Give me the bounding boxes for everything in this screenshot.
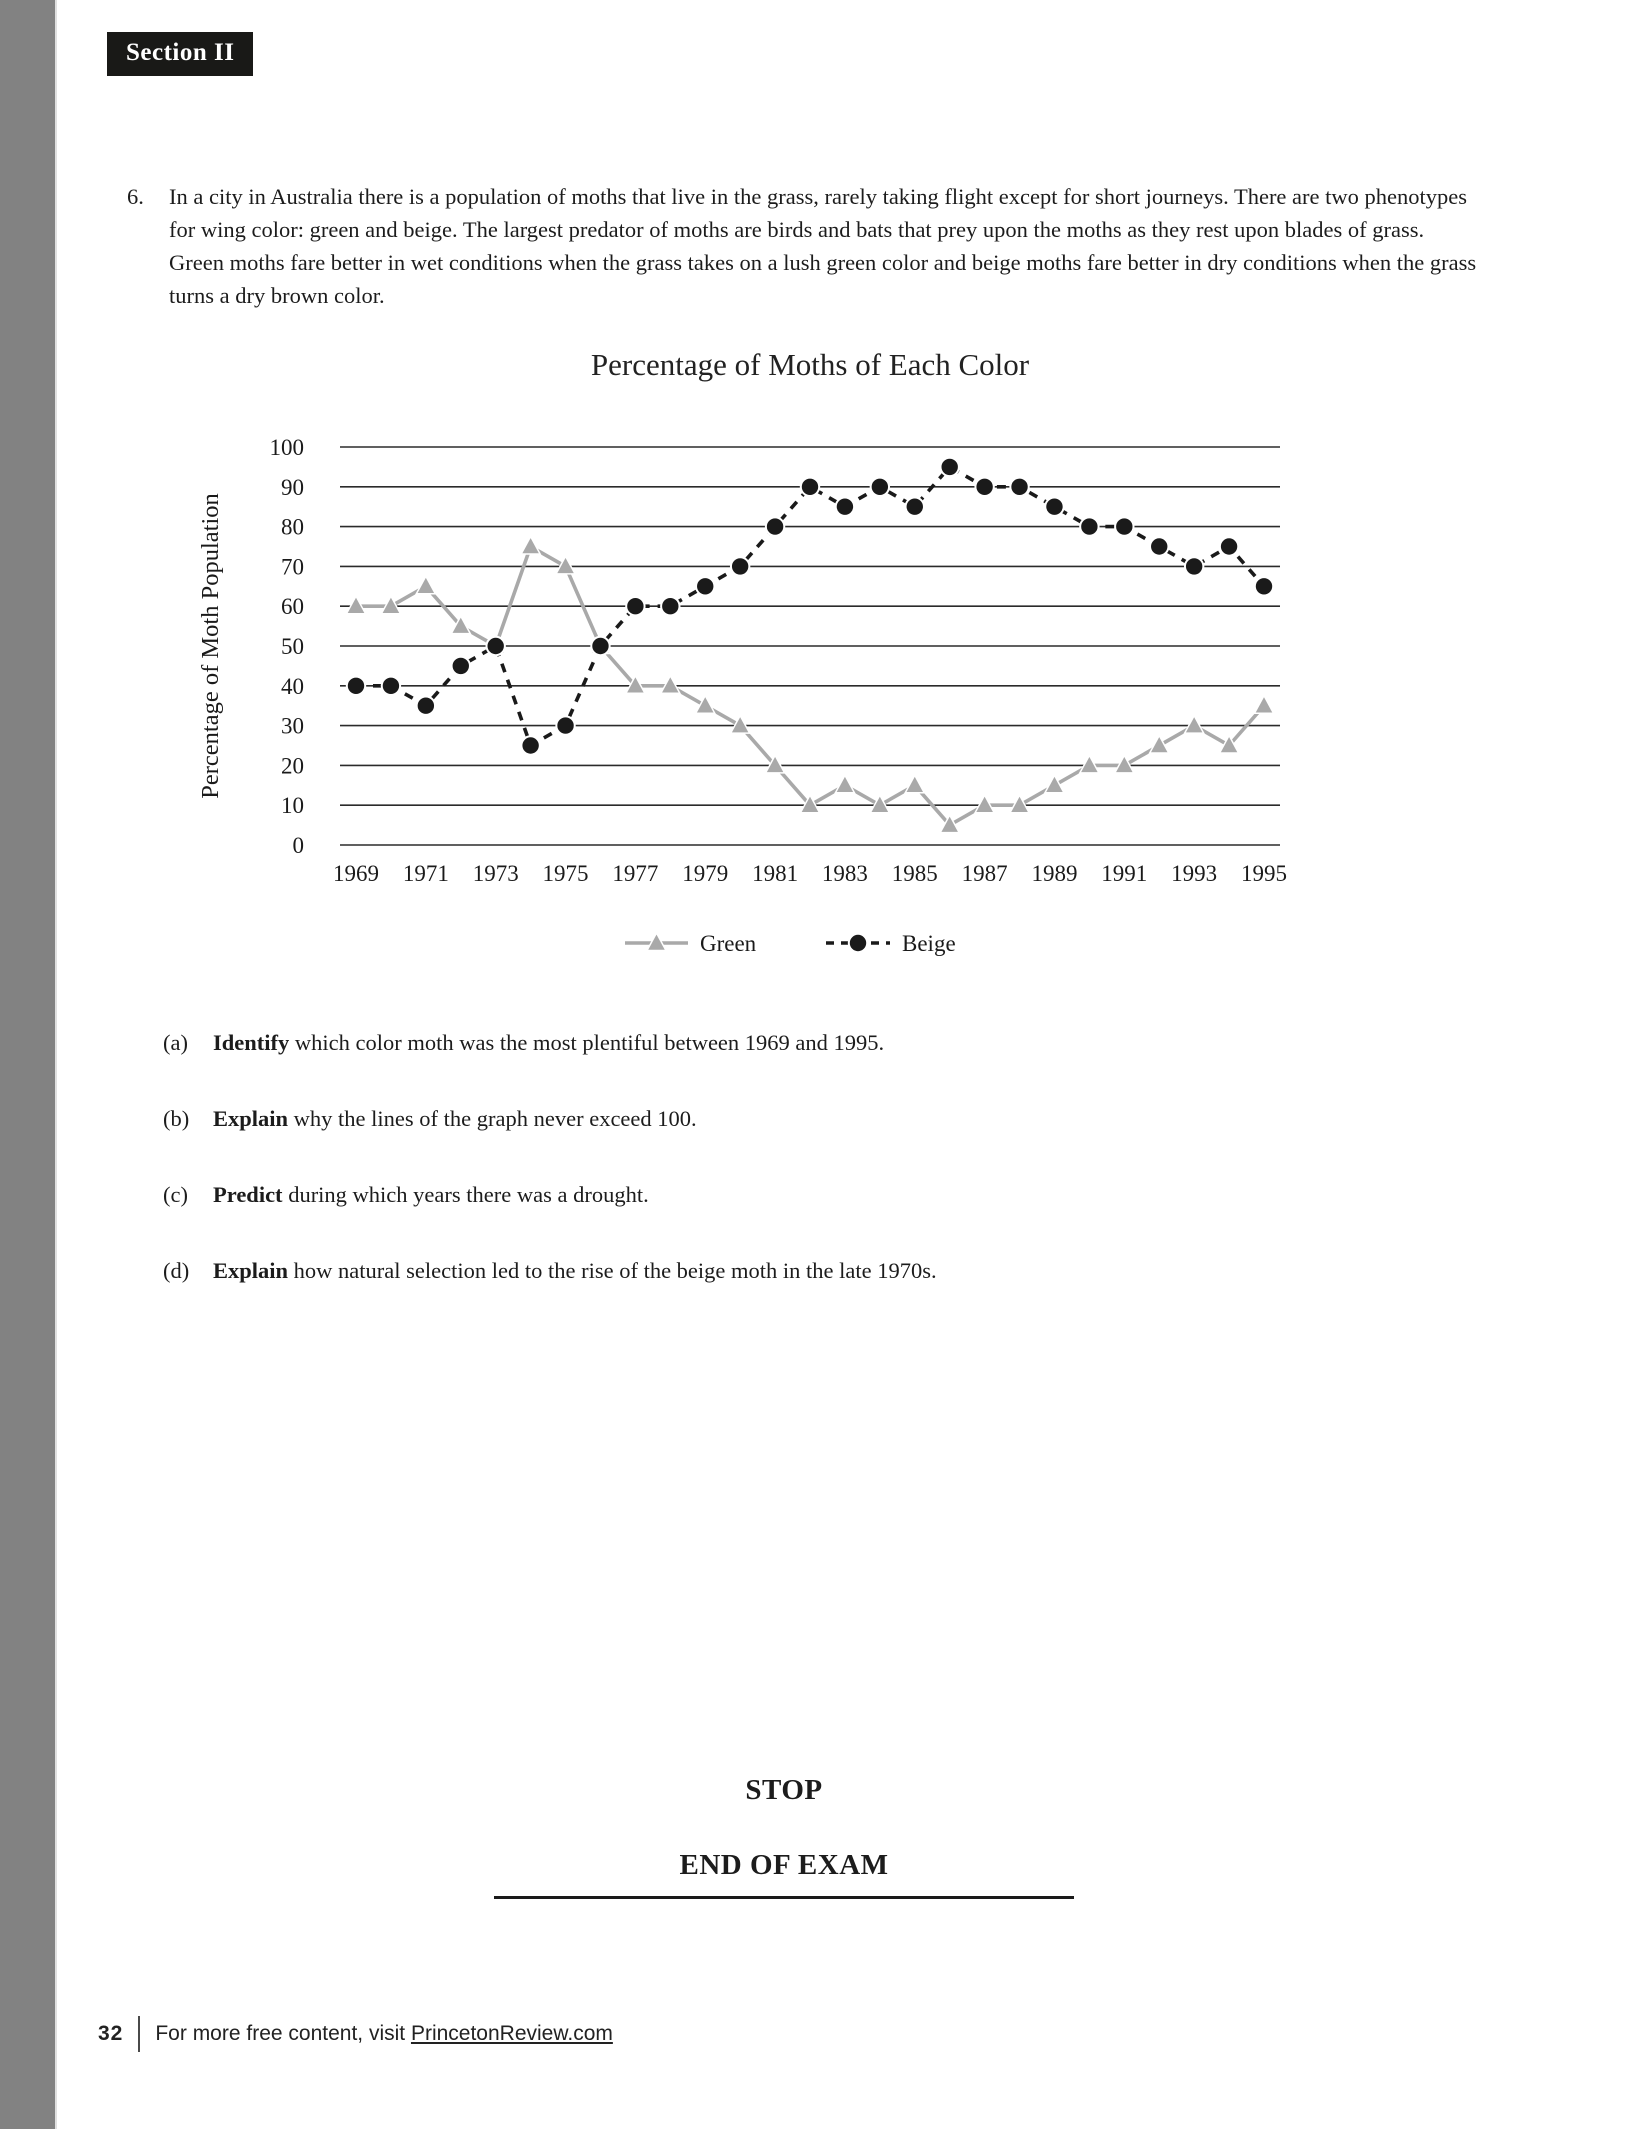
y-tick-label: 40 — [281, 673, 304, 699]
chart-legend — [625, 931, 956, 956]
y-tick-label: 30 — [281, 713, 304, 739]
x-tick-label: 1969 — [333, 861, 379, 886]
question-body: how natural selection led to the rise of the beige moth in the late 1970s. — [288, 1258, 937, 1283]
legend-green-label: Green — [700, 931, 757, 956]
question-body: which color moth was the most plentiful between 1969 and 1995. — [289, 1030, 885, 1055]
series-green — [347, 537, 1274, 833]
question-6 — [127, 180, 1479, 312]
x-tick-label: 1993 — [1171, 861, 1218, 886]
y-tick-label: 60 — [281, 594, 304, 620]
page-number: 32 — [98, 2022, 124, 2045]
footer-text: For more free content, visit PrincetonReview.com — [155, 2022, 613, 2045]
y-tick-label: 10 — [281, 793, 304, 819]
y-tick-label: 90 — [281, 474, 304, 500]
question-text: In a city in Australia there is a population of moths that live in the grass, rarely taking flight except for short journeys. There are two phenotypes for wing color: green and beige. The largest predator of moths are birds and bats that prey upon the moths as they rest upon blades of grass. Green moths fare better in wet conditions when the grass takes on a lush green color and beige moths fare better in dry conditions when the grass turns a dry brown color. — [169, 184, 1477, 309]
x-tick-label: 1987 — [961, 861, 1008, 886]
stop-label: STOP — [745, 1774, 823, 1806]
x-tick-label: 1989 — [1031, 861, 1078, 886]
question-keyword: Explain — [213, 1106, 289, 1131]
x-tick-label: 1971 — [402, 861, 449, 886]
x-tick-label: 1991 — [1101, 861, 1148, 886]
moth-chart — [150, 347, 1390, 1032]
y-axis-title: Percentage of Moth Population — [197, 493, 224, 799]
y-tick-label: 70 — [281, 554, 304, 580]
y-tick-label: 100 — [269, 435, 304, 460]
y-tick-label: 80 — [281, 514, 304, 540]
x-tick-label: 1977 — [612, 861, 659, 886]
question-keyword: Explain — [213, 1258, 289, 1283]
question-item-b — [163, 1106, 1463, 1132]
x-tick-label: 1983 — [821, 861, 868, 886]
y-tick-label: 20 — [281, 753, 304, 779]
x-tick-labels — [333, 861, 1287, 886]
footer-link[interactable]: PrincetonReview.com — [410, 2022, 613, 2045]
exam-end-block — [494, 1774, 1074, 1899]
moth-percentage-line-chart — [150, 397, 1390, 1027]
chart-plot-area — [150, 397, 1390, 1032]
section-badge — [107, 32, 253, 76]
question-item-d — [163, 1258, 1463, 1284]
question-number: 6. — [127, 184, 144, 209]
section-label: Section II — [126, 39, 235, 66]
question-label: (d) — [163, 1258, 190, 1283]
x-tick-label: 1985 — [891, 861, 938, 886]
chart-title: Percentage of Moths of Each Color — [590, 347, 1030, 382]
footer-divider — [138, 2016, 140, 2052]
question-label: (a) — [163, 1030, 188, 1055]
x-tick-label: 1975 — [542, 861, 589, 886]
sub-questions — [163, 1030, 1463, 1334]
question-keyword: Predict — [213, 1182, 283, 1207]
page-footer — [98, 2016, 613, 2052]
question-item-c — [163, 1182, 1463, 1208]
question-keyword: Identify — [213, 1030, 290, 1055]
question-item-a — [163, 1030, 1463, 1056]
x-tick-label: 1973 — [472, 861, 519, 886]
page-edge-strip — [0, 0, 57, 2129]
question-body: why the lines of the graph never exceed 100. — [288, 1106, 697, 1131]
y-tick-label: 0 — [292, 833, 304, 858]
x-tick-label: 1981 — [752, 861, 799, 886]
x-tick-label: 1995 — [1241, 861, 1287, 886]
legend-beige-label: Beige — [902, 931, 956, 956]
y-tick-label: 50 — [281, 634, 304, 659]
x-tick-label: 1979 — [682, 861, 729, 886]
question-label: (c) — [163, 1182, 188, 1207]
end-of-exam-label: END OF EXAM — [494, 1849, 1074, 1899]
question-label: (b) — [163, 1106, 190, 1131]
question-body: during which years there was a drought. — [282, 1182, 649, 1207]
gridlines — [270, 435, 1281, 858]
